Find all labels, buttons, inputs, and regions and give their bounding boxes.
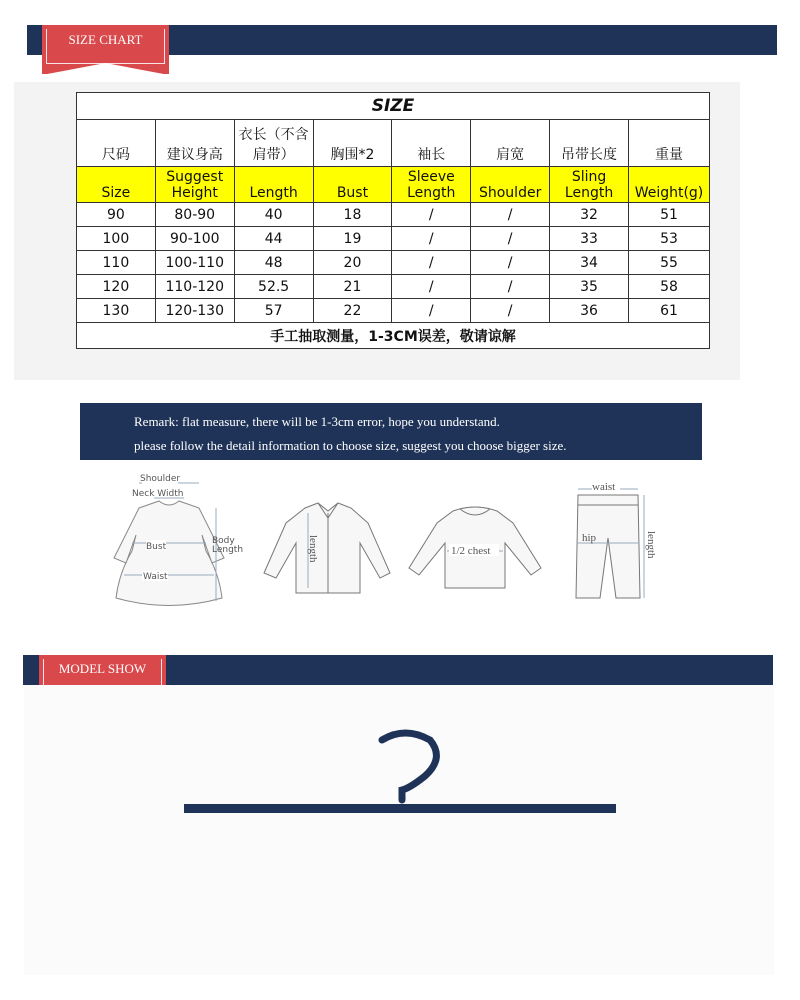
size-table-header-cn xyxy=(77,120,710,167)
table-row xyxy=(77,203,710,227)
table-cell: 130 xyxy=(77,299,156,323)
size-table-header-en xyxy=(77,167,710,203)
size-chart-tag xyxy=(42,25,169,74)
remark-box xyxy=(80,403,702,460)
table-cell: 32 xyxy=(550,203,629,227)
table-cell: 100-110 xyxy=(155,251,234,275)
table-cell: 18 xyxy=(313,203,392,227)
table-cell: 21 xyxy=(313,275,392,299)
table-cell: 40 xyxy=(234,203,313,227)
table-cell: 20 xyxy=(313,251,392,275)
table-cell: 120-130 xyxy=(155,299,234,323)
pants-hip-label: hip xyxy=(582,532,597,544)
table-cell: 100 xyxy=(77,227,156,251)
header-cn-cell: 吊带长度 xyxy=(550,120,629,167)
dress-shoulder-label: Shoulder xyxy=(140,474,181,484)
table-cell: / xyxy=(471,275,550,299)
size-table xyxy=(76,92,710,349)
size-table-body xyxy=(77,203,710,323)
table-cell: / xyxy=(471,251,550,275)
dress-bust-label: Bust xyxy=(146,542,167,552)
header-cn-cell: 肩宽 xyxy=(471,120,550,167)
pants-waist-label: waist xyxy=(592,481,616,493)
header-cn-cell: 胸围*2 xyxy=(313,120,392,167)
header-en-cell: Size xyxy=(77,167,156,203)
header-cn-cell: 建议身高 xyxy=(155,120,234,167)
table-cell: / xyxy=(392,227,471,251)
pants-length-label: length xyxy=(645,531,657,559)
table-cell: 22 xyxy=(313,299,392,323)
sweater-measure-diagram xyxy=(405,463,545,613)
dress-body-label: Body xyxy=(212,536,235,546)
table-cell: / xyxy=(471,203,550,227)
table-cell: 110-120 xyxy=(155,275,234,299)
ribbon-notch-icon xyxy=(42,63,169,75)
table-cell: / xyxy=(392,251,471,275)
remark-line-2: please follow the detail information to choose size, suggest you choose bigger size. xyxy=(134,438,567,453)
shirt-length-label: length xyxy=(307,535,319,563)
table-row xyxy=(77,299,710,323)
model-show-tag-label: MODEL SHOW xyxy=(58,661,147,676)
table-row xyxy=(77,251,710,275)
table-row xyxy=(77,275,710,299)
header-en-cell: Sling Length xyxy=(550,167,629,203)
dress-neck-label: Neck Width xyxy=(132,489,184,499)
size-chart-tag-label: SIZE CHART xyxy=(68,32,143,47)
header-cn-cell: 袖长 xyxy=(392,120,471,167)
table-cell: 58 xyxy=(628,275,709,299)
hanger-icon xyxy=(180,728,620,818)
table-cell: 57 xyxy=(234,299,313,323)
sweater-chest-label: 1/2 chest xyxy=(451,545,491,557)
header-en-cell: Length xyxy=(234,167,313,203)
table-cell: 51 xyxy=(628,203,709,227)
header-cn-cell: 尺码 xyxy=(77,120,156,167)
size-table-title: SIZE xyxy=(77,93,710,120)
table-cell: 52.5 xyxy=(234,275,313,299)
shirt-measure-diagram xyxy=(260,463,395,613)
pants-measure-diagram xyxy=(570,463,670,613)
table-cell: / xyxy=(471,227,550,251)
header-en-cell: Suggest Height xyxy=(155,167,234,203)
dress-measure-diagram xyxy=(84,463,254,613)
table-cell: 48 xyxy=(234,251,313,275)
table-cell: 36 xyxy=(550,299,629,323)
dress-waist-label: Waist xyxy=(143,572,168,582)
table-cell: / xyxy=(392,203,471,227)
table-cell: 34 xyxy=(550,251,629,275)
table-cell: 90 xyxy=(77,203,156,227)
table-cell: 90-100 xyxy=(155,227,234,251)
table-cell: 110 xyxy=(77,251,156,275)
table-cell: 61 xyxy=(628,299,709,323)
header-en-cell: Weight(g) xyxy=(628,167,709,203)
remark-line-1: Remark: flat measure, there will be 1-3cm error, hope you understand. xyxy=(134,414,500,429)
table-cell: 55 xyxy=(628,251,709,275)
table-cell: 80-90 xyxy=(155,203,234,227)
table-cell: / xyxy=(392,299,471,323)
table-cell: 44 xyxy=(234,227,313,251)
table-cell: 19 xyxy=(313,227,392,251)
table-row xyxy=(77,227,710,251)
table-cell: / xyxy=(471,299,550,323)
table-cell: 120 xyxy=(77,275,156,299)
table-cell: 53 xyxy=(628,227,709,251)
header-cn-cell: 衣长（不含肩带） xyxy=(234,120,313,167)
header-en-cell: Bust xyxy=(313,167,392,203)
table-cell: 33 xyxy=(550,227,629,251)
table-cell: / xyxy=(392,275,471,299)
header-en-cell: Shoulder xyxy=(471,167,550,203)
size-table-footnote: 手工抽取测量，1-3CM误差，敬请谅解 xyxy=(77,323,710,349)
header-cn-cell: 重量 xyxy=(628,120,709,167)
table-cell: 35 xyxy=(550,275,629,299)
header-en-cell: Sleeve Length xyxy=(392,167,471,203)
dress-length-label: Length xyxy=(212,545,244,555)
